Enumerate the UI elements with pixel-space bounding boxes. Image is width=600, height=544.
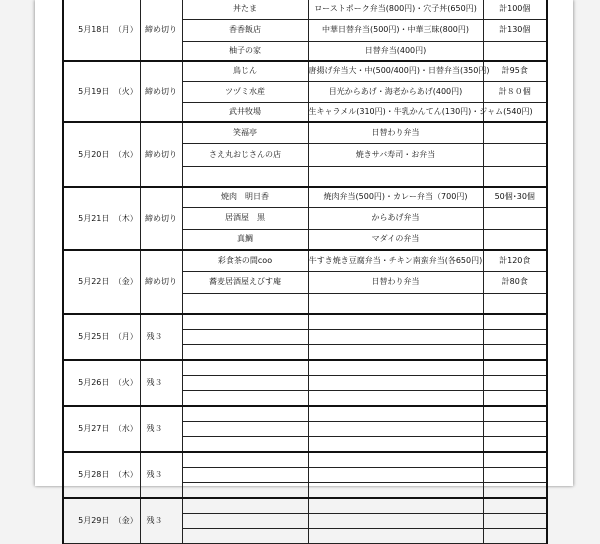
weekday-label: （金） (113, 516, 138, 525)
status-cell: 締め切り (140, 122, 182, 187)
shop-cell: 鳥じん (182, 61, 308, 81)
date-label: 5月26日 (78, 378, 110, 387)
schedule-row (63, 0, 547, 19)
date-label: 5月28日 (78, 470, 110, 479)
menu-cell (308, 437, 483, 453)
menu-cell: 日替わり弁当 (308, 271, 483, 293)
date-label: 5月25日 (78, 332, 110, 341)
count-cell (483, 391, 547, 407)
count-cell (483, 330, 547, 345)
date-label: 5月18日 (78, 25, 110, 34)
menu-cell: 目光からあげ・海老からあげ(400円) (308, 81, 483, 102)
date-label: 5月21日 (78, 213, 110, 223)
shop-cell: ツヅミ水産 (182, 81, 308, 102)
menu-cell: 生キャラメル(310円)・牛乳かんてん(130円)・ジャム(540円) (308, 102, 483, 122)
shop-cell: 丼たま (182, 0, 308, 19)
shop-cell: 居酒屋 黒 (182, 207, 308, 229)
date-cell (63, 314, 140, 360)
menu-cell: 牛すき焼き豆腐弁当・チキン南蛮弁当(各650円) (308, 250, 483, 271)
weekday-label: （金） (113, 277, 138, 286)
menu-cell (308, 514, 483, 529)
count-cell (483, 229, 547, 250)
schedule-row (63, 498, 547, 514)
shop-cell: 彩食茶の間coo (182, 250, 308, 271)
menu-cell (308, 498, 483, 514)
count-cell (483, 293, 547, 314)
shop-cell (182, 314, 308, 330)
shop-cell: 香香飯店 (182, 19, 308, 41)
shop-cell: 焼肉 明日香 (182, 187, 308, 207)
shop-cell (182, 376, 308, 391)
schedule-row (63, 61, 547, 81)
count-cell (483, 143, 547, 166)
weekday-label: （火） (113, 86, 138, 96)
shop-cell: 蕎麦居酒屋えびす庵 (182, 271, 308, 293)
shop-cell: 真鯛 (182, 229, 308, 250)
date-label: 5月29日 (78, 516, 110, 525)
date-cell (63, 498, 140, 544)
date-cell (63, 250, 140, 314)
weekday-label: （木） (113, 470, 138, 479)
menu-cell (308, 330, 483, 345)
weekday-label: （月） (113, 25, 138, 34)
shop-cell (182, 293, 308, 314)
count-cell (483, 345, 547, 361)
count-cell (483, 376, 547, 391)
shop-cell (182, 437, 308, 453)
count-cell (483, 452, 547, 468)
status-cell: 残３ (140, 314, 182, 360)
count-cell (483, 483, 547, 499)
date-cell (63, 452, 140, 498)
date-cell (63, 187, 140, 250)
date-label: 5月19日 (78, 86, 110, 96)
weekday-label: （木） (113, 213, 138, 223)
count-cell (483, 406, 547, 422)
weekday-label: （水） (113, 149, 138, 159)
schedule-row (63, 250, 547, 271)
count-cell (483, 514, 547, 529)
schedule-row (63, 187, 547, 207)
date-label: 5月27日 (78, 424, 110, 433)
menu-cell (308, 345, 483, 361)
menu-cell: 焼きサバ寿司・お弁当 (308, 143, 483, 166)
count-cell (483, 314, 547, 330)
shop-cell (182, 345, 308, 361)
count-cell (483, 468, 547, 483)
schedule-row (63, 314, 547, 330)
shop-cell: 笑福亭 (182, 122, 308, 143)
shop-cell (182, 452, 308, 468)
status-cell: 締め切り (140, 0, 182, 61)
date-cell (63, 406, 140, 452)
schedule-row (63, 452, 547, 468)
weekday-label: （水） (113, 424, 138, 433)
count-cell (483, 166, 547, 187)
shop-cell (182, 468, 308, 483)
count-cell (483, 360, 547, 376)
menu-cell: 唐揚げ弁当大・中(500/400円)・日替弁当(350円) (308, 61, 483, 81)
count-cell (483, 207, 547, 229)
count-cell: 計100個 (483, 0, 547, 19)
shop-cell (182, 498, 308, 514)
count-cell: 計95食 (483, 61, 547, 81)
status-cell: 残３ (140, 498, 182, 544)
menu-cell (308, 406, 483, 422)
shop-cell (182, 483, 308, 499)
status-cell: 締め切り (140, 187, 182, 250)
shop-cell: さえ丸おじさんの店 (182, 143, 308, 166)
menu-cell (308, 314, 483, 330)
menu-cell (308, 468, 483, 483)
shop-cell (182, 529, 308, 544)
menu-cell (308, 166, 483, 187)
count-cell (483, 41, 547, 61)
status-cell: 締め切り (140, 61, 182, 122)
count-cell (483, 498, 547, 514)
shop-cell (182, 514, 308, 529)
status-cell: 残３ (140, 452, 182, 498)
date-cell (63, 122, 140, 187)
count-cell: 計130個 (483, 19, 547, 41)
menu-cell (308, 483, 483, 499)
status-cell: 残３ (140, 360, 182, 406)
schedule-row (63, 122, 547, 143)
count-cell (483, 422, 547, 437)
shop-cell: 柚子の家 (182, 41, 308, 61)
menu-cell (308, 376, 483, 391)
count-cell: 計８０個 (483, 81, 547, 102)
count-cell: 計120食 (483, 250, 547, 271)
shop-cell (182, 406, 308, 422)
date-cell (63, 360, 140, 406)
count-cell (483, 529, 547, 544)
date-cell (63, 61, 140, 122)
menu-cell: 焼肉弁当(500円)・カレー弁当（700円) (308, 187, 483, 207)
schedule-row (63, 406, 547, 422)
count-cell (483, 122, 547, 143)
schedule-row (63, 360, 547, 376)
menu-cell (308, 293, 483, 314)
menu-cell: 日替弁当(400円) (308, 41, 483, 61)
menu-cell: マダイの弁当 (308, 229, 483, 250)
shop-cell (182, 360, 308, 376)
menu-cell (308, 452, 483, 468)
menu-cell: 日替わり弁当 (308, 122, 483, 143)
count-cell: 計80食 (483, 271, 547, 293)
date-cell (63, 0, 140, 61)
status-cell: 締め切り (140, 250, 182, 314)
shop-cell (182, 422, 308, 437)
weekday-label: （火） (113, 378, 138, 387)
menu-cell (308, 529, 483, 544)
menu-cell (308, 391, 483, 407)
shop-cell (182, 391, 308, 407)
date-label: 5月22日 (78, 277, 110, 286)
weekday-label: （月） (113, 332, 138, 341)
document-page (35, 0, 573, 525)
menu-cell (308, 422, 483, 437)
menu-cell: からあげ弁当 (308, 207, 483, 229)
menu-cell (308, 360, 483, 376)
shop-cell (182, 166, 308, 187)
shop-cell: 武井牧場 (182, 102, 308, 122)
schedule-table (62, 0, 548, 544)
status-cell: 残３ (140, 406, 182, 452)
date-label: 5月20日 (78, 149, 110, 159)
shop-cell (182, 330, 308, 345)
count-cell (483, 437, 547, 453)
menu-cell: ローストポーク弁当(800円)・穴子丼(650円) (308, 0, 483, 19)
count-cell: 50個･30個 (483, 187, 547, 207)
menu-cell: 中華日替弁当(500円)・中華三昧(800円) (308, 19, 483, 41)
